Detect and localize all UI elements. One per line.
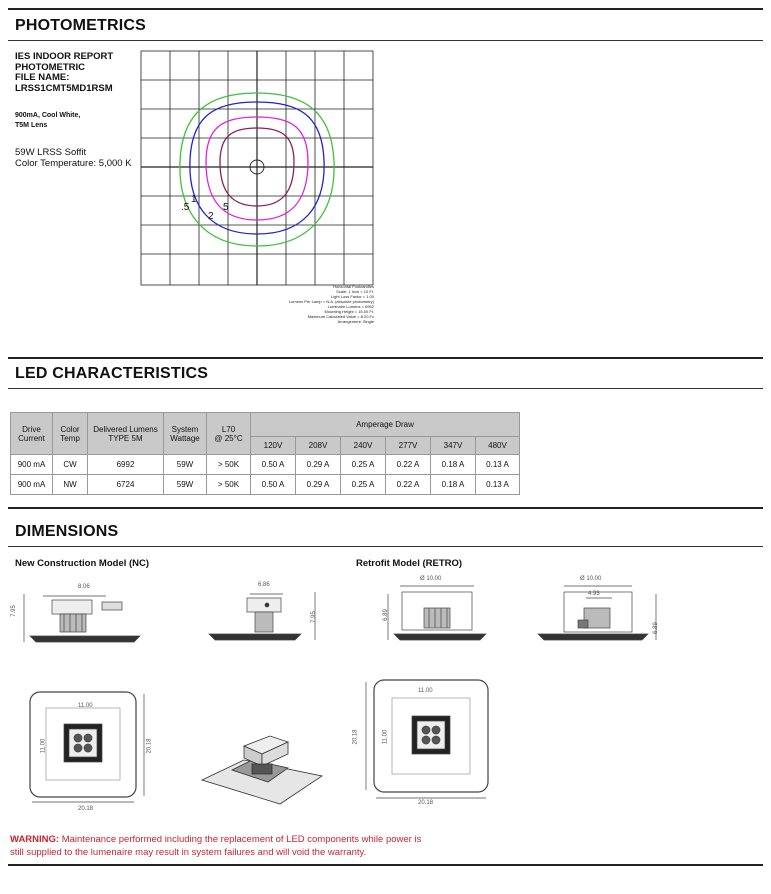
cell-amps: 0.18 A bbox=[431, 455, 476, 475]
cell-amps: 0.29 A bbox=[296, 455, 341, 475]
contour-label: .5 bbox=[181, 202, 190, 213]
header-system-wattage: System Wattage bbox=[164, 413, 207, 455]
drive-description bbox=[15, 111, 80, 131]
cell-wattage: 59W bbox=[164, 475, 207, 495]
dim-retro-6-89b: 6.89 bbox=[652, 622, 659, 634]
plot-grid bbox=[141, 51, 373, 285]
cell-drive: 900 mA bbox=[11, 455, 53, 475]
drive-line: 900mA, Cool White, bbox=[15, 112, 81, 119]
cell-amps: 0.22 A bbox=[386, 455, 431, 475]
cell-amps: 0.25 A bbox=[341, 475, 386, 495]
header-l70: L70 @ 25°C bbox=[207, 413, 251, 455]
header-voltage: 347V bbox=[431, 437, 476, 455]
note-line: Lumens Per Lamp = N.A. (absolute photometry) bbox=[288, 299, 374, 304]
note-line: Arrangement: Single bbox=[337, 319, 374, 324]
header-amperage-draw: Amperage Draw bbox=[251, 413, 520, 437]
warning-line-1 bbox=[10, 833, 421, 846]
header-voltage: 208V bbox=[296, 437, 341, 455]
ies-report-block bbox=[15, 52, 113, 94]
cell-lumens: 6992 bbox=[88, 455, 164, 475]
cell-amps: 0.50 A bbox=[251, 475, 296, 495]
nc-front-elevation-drawing bbox=[20, 590, 155, 645]
dimensions-top-rule bbox=[8, 507, 763, 509]
product-info bbox=[15, 147, 132, 169]
dim-retro-4-93: 4.93 bbox=[588, 591, 600, 597]
retro-model-title: Retrofit Model (RETRO) bbox=[356, 558, 463, 569]
contour-label: 1 bbox=[191, 194, 197, 205]
cell-amps: 0.22 A bbox=[386, 475, 431, 495]
isofootcandle-plot bbox=[140, 50, 374, 288]
table-row bbox=[11, 455, 520, 475]
cell-wattage: 59W bbox=[164, 455, 207, 475]
dimensions-rule bbox=[8, 546, 763, 547]
note-line: Horizontal Footcandles bbox=[333, 284, 374, 289]
dim-nc-7-95a: 7.95 bbox=[10, 605, 17, 617]
header-voltage: 277V bbox=[386, 437, 431, 455]
cell-lumens: 6724 bbox=[88, 475, 164, 495]
contour-label: 2 bbox=[208, 211, 214, 222]
bottom-rule bbox=[8, 864, 763, 866]
header-voltage: 480V bbox=[476, 437, 520, 455]
cell-color: CW bbox=[53, 455, 88, 475]
cell-amps: 0.13 A bbox=[476, 475, 520, 495]
note-line: Light Loss Factor = 1.00 bbox=[330, 294, 374, 299]
retro-front-elevation-drawing bbox=[384, 582, 494, 647]
dim-retro-dia-10a: Ø 10.00 bbox=[420, 576, 442, 582]
note-line: Maximum Calculated Value = 8.20 Fc bbox=[307, 314, 374, 319]
nc-model-title: New Construction Model (NC) bbox=[15, 558, 150, 569]
color-temperature: Color Temperature: 5,000 K bbox=[15, 158, 132, 169]
product-name: 59W LRSS Soffit bbox=[15, 147, 87, 158]
cell-drive: 900 mA bbox=[11, 475, 53, 495]
dimensions-title: DIMENSIONS bbox=[15, 523, 119, 540]
photometrics-title: PHOTOMETRICS bbox=[15, 17, 147, 34]
led-rule bbox=[8, 388, 763, 389]
report-line: PHOTOMETRIC bbox=[15, 61, 86, 73]
dim-retro-6-89a: 6.89 bbox=[382, 609, 389, 621]
note-line: Luminaire Lumens = 6992 bbox=[327, 304, 374, 309]
dim-nc-8-06: 8.06 bbox=[78, 584, 90, 590]
dim-nc-11-00-w: 11.00 bbox=[78, 703, 93, 709]
dim-nc-7-95b: 7.95 bbox=[310, 611, 317, 623]
warning-line-2: still supplied to the lumenaire may result in system failures and will void the warranty. bbox=[10, 847, 367, 858]
warning-label: WARNING: bbox=[10, 834, 60, 845]
header-voltage: 240V bbox=[341, 437, 386, 455]
led-characteristics-table bbox=[10, 412, 520, 495]
cell-amps: 0.29 A bbox=[296, 475, 341, 495]
cell-amps: 0.50 A bbox=[251, 455, 296, 475]
header-voltage: 120V bbox=[251, 437, 296, 455]
contour-label: 5 bbox=[223, 202, 229, 213]
top-rule bbox=[8, 8, 763, 10]
cell-color: NW bbox=[53, 475, 88, 495]
dim-nc-20-18-w: 20.18 bbox=[78, 806, 94, 812]
led-title: LED CHARACTERISTICS bbox=[15, 365, 209, 382]
report-line: FILE NAME: bbox=[15, 72, 70, 83]
nc-side-elevation-drawing bbox=[205, 588, 325, 643]
dim-retro-20-18-h: 20.18 bbox=[352, 729, 359, 745]
report-line: IES INDOOR REPORT bbox=[15, 51, 114, 62]
warning-text: Maintenance performed including the replacement of LED components while power is bbox=[59, 834, 422, 845]
cell-l70: > 50K bbox=[207, 475, 251, 495]
led-top-rule bbox=[8, 357, 763, 359]
dim-retro-dia-10b: Ø 10.00 bbox=[580, 576, 602, 582]
dim-nc-20-18-h: 20.18 bbox=[146, 738, 153, 754]
nc-isometric-drawing bbox=[200, 728, 325, 808]
dim-retro-11-00-h: 11.00 bbox=[382, 729, 389, 745]
dim-retro-20-18-w: 20.18 bbox=[418, 800, 434, 806]
dim-nc-6-86: 6.86 bbox=[258, 582, 270, 588]
header-color-temp: Color Temp bbox=[53, 413, 88, 455]
cell-amps: 0.13 A bbox=[476, 455, 520, 475]
photometrics-rule bbox=[8, 40, 763, 41]
photometric-notes bbox=[254, 284, 374, 324]
dim-retro-11-00-w: 11.00 bbox=[418, 688, 433, 694]
table-row bbox=[11, 475, 520, 495]
header-drive-current: Drive Current bbox=[11, 413, 53, 455]
cell-amps: 0.25 A bbox=[341, 455, 386, 475]
cell-l70: > 50K bbox=[207, 455, 251, 475]
note-line: Scale: 1 Inch = 10 Ft. bbox=[336, 289, 374, 294]
report-line: LRSS1CMT5MD1RSM bbox=[15, 82, 113, 94]
note-line: Mounting Height = 15.00 Ft. bbox=[324, 309, 374, 314]
warranty-warning bbox=[10, 833, 421, 859]
dim-nc-11-00-h: 11.00 bbox=[40, 738, 47, 754]
cell-amps: 0.18 A bbox=[431, 475, 476, 495]
drive-line: T5M Lens bbox=[15, 122, 48, 129]
header-delivered-lumens: Delivered Lumens TYPE 5M bbox=[88, 413, 164, 455]
